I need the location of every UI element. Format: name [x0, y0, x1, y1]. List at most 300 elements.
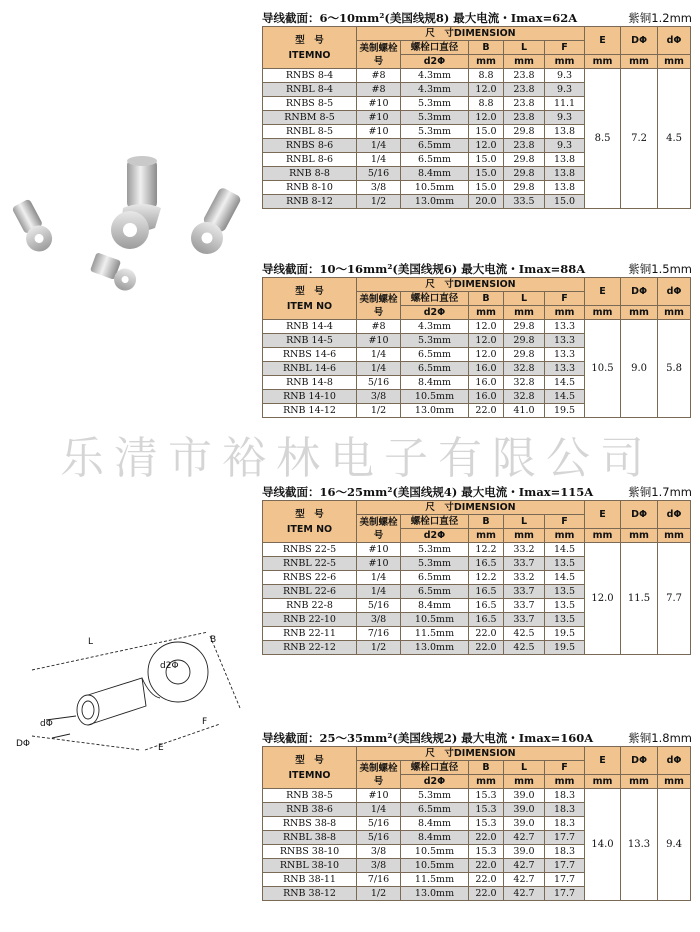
cell-screw: 1/4 [357, 153, 401, 167]
cell-l: 39.0 [504, 789, 545, 803]
cell-l: 33.7 [504, 613, 545, 627]
cell-b: 22.0 [469, 873, 504, 887]
cell-l: 29.8 [504, 320, 545, 334]
col-header-l: L [504, 292, 545, 306]
cell-model: RNBL 8-6 [263, 153, 357, 167]
barrel-end [77, 695, 99, 725]
dimension-header: 尺 寸DIMENSION [357, 27, 585, 41]
cell-screw: 5/16 [357, 817, 401, 831]
cell-bolt: 11.5mm [401, 627, 469, 641]
cell-l: 23.8 [504, 139, 545, 153]
table-row [263, 320, 691, 334]
cell-b: 12.0 [469, 83, 504, 97]
cell-f: 18.3 [545, 789, 585, 803]
section-header [262, 259, 694, 277]
cell-l: 33.7 [504, 585, 545, 599]
section-header [262, 8, 694, 26]
col-header-f: F [545, 761, 585, 775]
cell-bolt: 8.4mm [401, 376, 469, 390]
col-header-f: F [545, 292, 585, 306]
col-header-l: L [504, 41, 545, 55]
cell-f: 9.3 [545, 83, 585, 97]
unit-mm: mm [545, 306, 585, 320]
terminal-small-left [9, 197, 57, 256]
table-header-row [263, 278, 691, 292]
cell-f: 19.5 [545, 627, 585, 641]
model-header-en: ITEMNO [288, 769, 331, 781]
cell-b: 12.0 [469, 111, 504, 125]
cell-l: 33.7 [504, 557, 545, 571]
cell-screw: 1/4 [357, 139, 401, 153]
cell-bolt: 10.5mm [401, 859, 469, 873]
bolt-dia-header: 螺栓口直径 [401, 515, 469, 529]
cell-bolt: 5.3mm [401, 557, 469, 571]
model-header-en: ITEMNO [288, 49, 331, 61]
cell-b: 15.0 [469, 153, 504, 167]
cell-b: 15.3 [469, 817, 504, 831]
cell-f: 17.7 [545, 831, 585, 845]
dimension-header: 尺 寸DIMENSION [357, 747, 585, 761]
cell-f: 13.3 [545, 362, 585, 376]
cell-f: 11.1 [545, 97, 585, 111]
cell-model: RNBS 8-4 [263, 69, 357, 83]
copper-thickness: 紫铜1.8mm [628, 731, 692, 745]
cell-bolt: 10.5mm [401, 613, 469, 627]
cell-b: 22.0 [469, 859, 504, 873]
cell-d-value: 7.2 [621, 69, 658, 209]
cell-model: RNB 38-6 [263, 803, 357, 817]
cell-f: 17.7 [545, 873, 585, 887]
bolt-dia-header: 螺栓口直径 [401, 41, 469, 55]
cell-bolt: 6.5mm [401, 585, 469, 599]
cell-screw: 1/2 [357, 887, 401, 901]
unit-mm: mm [504, 55, 545, 69]
copper-thickness: 紫铜1.7mm [628, 485, 692, 499]
cell-l: 42.5 [504, 641, 545, 655]
cell-d-value: 7.7 [658, 543, 691, 655]
cell-bolt: 6.5mm [401, 571, 469, 585]
cell-screw: #10 [357, 789, 401, 803]
cell-screw: 1/4 [357, 585, 401, 599]
unit-mm: mm [658, 55, 691, 69]
cell-model: RNBL 38-8 [263, 831, 357, 845]
unit-mm: mm [621, 55, 658, 69]
terminal-right [185, 185, 245, 260]
model-header [263, 278, 357, 320]
cell-bolt: 4.3mm [401, 69, 469, 83]
cell-model: RNBS 14-6 [263, 348, 357, 362]
unit-mm: mm [621, 529, 658, 543]
cell-bolt: 10.5mm [401, 390, 469, 404]
cell-b: 16.0 [469, 390, 504, 404]
cell-bolt: 6.5mm [401, 803, 469, 817]
cell-bolt: 13.0mm [401, 195, 469, 209]
cell-screw: #8 [357, 320, 401, 334]
cell-bolt: 10.5mm [401, 845, 469, 859]
terminal-large-center [111, 156, 161, 249]
bolt-dia-header: 螺栓口直径 [401, 292, 469, 306]
cell-f: 13.5 [545, 613, 585, 627]
cell-model: RNBM 8-5 [263, 111, 357, 125]
cell-f: 9.3 [545, 111, 585, 125]
model-header [263, 747, 357, 789]
cell-b: 22.0 [469, 831, 504, 845]
label-F: F [202, 717, 208, 727]
cell-screw: 1/4 [357, 348, 401, 362]
cell-b: 15.3 [469, 845, 504, 859]
cell-model: RNB 38-5 [263, 789, 357, 803]
screw-size-header: 美制螺栓号 [357, 761, 401, 789]
table-header-row [263, 747, 691, 761]
cell-model: RNB 22-11 [263, 627, 357, 641]
cell-screw: 1/4 [357, 803, 401, 817]
cell-l: 29.8 [504, 153, 545, 167]
cell-model: RNB 38-11 [263, 873, 357, 887]
cell-bolt: 4.3mm [401, 83, 469, 97]
col-header-d-inner: dΦ [658, 27, 691, 55]
col-header-b: B [469, 292, 504, 306]
cell-f: 17.7 [545, 859, 585, 873]
unit-mm: mm [585, 529, 621, 543]
cell-model: RNB 8-8 [263, 167, 357, 181]
cell-f: 18.3 [545, 803, 585, 817]
cell-f: 13.8 [545, 125, 585, 139]
cell-f: 19.5 [545, 404, 585, 418]
model-header [263, 501, 357, 543]
unit-mm: mm [504, 306, 545, 320]
cell-bolt: 5.3mm [401, 111, 469, 125]
cell-f: 13.5 [545, 599, 585, 613]
ring [148, 642, 208, 702]
cell-l: 42.5 [504, 627, 545, 641]
d2-header: d2Φ [401, 306, 469, 320]
cell-b: 15.3 [469, 803, 504, 817]
watermark: 乐清市裕林电子有限公司 [60, 433, 654, 484]
unit-mm: mm [658, 306, 691, 320]
cell-bolt: 8.4mm [401, 167, 469, 181]
cell-b: 16.5 [469, 585, 504, 599]
cell-b: 22.0 [469, 887, 504, 901]
unit-mm: mm [469, 306, 504, 320]
dimension-drawing [10, 618, 255, 768]
cell-screw: 1/2 [357, 195, 401, 209]
cell-l: 41.0 [504, 404, 545, 418]
table-row [263, 543, 691, 557]
spec-table [262, 746, 691, 901]
table-header-row [263, 27, 691, 41]
cell-b: 16.5 [469, 599, 504, 613]
model-header [263, 27, 357, 69]
cell-model: RNBL 8-5 [263, 125, 357, 139]
label-E: E [158, 743, 164, 753]
col-header-l: L [504, 761, 545, 775]
cell-model: RNB 14-12 [263, 404, 357, 418]
cell-e-value: 12.0 [585, 543, 621, 655]
cell-model: RNB 22-12 [263, 641, 357, 655]
col-header-e: E [585, 501, 621, 529]
cell-bolt: 4.3mm [401, 320, 469, 334]
cell-b: 12.0 [469, 334, 504, 348]
cell-screw: #10 [357, 125, 401, 139]
cell-model: RNBS 38-10 [263, 845, 357, 859]
cell-screw: 3/8 [357, 859, 401, 873]
unit-mm: mm [658, 775, 691, 789]
cell-screw: #10 [357, 557, 401, 571]
cell-bolt: 5.3mm [401, 334, 469, 348]
cell-model: RNBL 14-6 [263, 362, 357, 376]
cell-l: 29.8 [504, 181, 545, 195]
cell-f: 14.5 [545, 376, 585, 390]
cell-l: 29.8 [504, 125, 545, 139]
cell-b: 16.5 [469, 557, 504, 571]
cell-f: 9.3 [545, 139, 585, 153]
col-header-d-outer: DΦ [621, 747, 658, 775]
cell-bolt: 13.0mm [401, 887, 469, 901]
cell-model: RNBS 38-8 [263, 817, 357, 831]
spec-section-3 [262, 482, 694, 655]
cell-bolt: 6.5mm [401, 348, 469, 362]
model-header-en: ITEM NO [286, 523, 333, 535]
cell-b: 12.0 [469, 320, 504, 334]
table-row [263, 789, 691, 803]
cell-screw: #10 [357, 543, 401, 557]
unit-mm: mm [469, 775, 504, 789]
cell-b: 22.0 [469, 641, 504, 655]
cell-bolt: 8.4mm [401, 817, 469, 831]
cell-model: RNBS 22-5 [263, 543, 357, 557]
spec-table [262, 277, 691, 418]
section-header [262, 482, 694, 500]
unit-mm: mm [585, 306, 621, 320]
cell-f: 14.5 [545, 390, 585, 404]
cell-b: 16.5 [469, 613, 504, 627]
model-header-en: ITEM NO [286, 300, 333, 312]
cell-f: 17.7 [545, 887, 585, 901]
cell-model: RNBL 38-10 [263, 859, 357, 873]
cell-screw: 3/8 [357, 845, 401, 859]
cell-d-value: 11.5 [621, 543, 658, 655]
col-header-f: F [545, 41, 585, 55]
section-header [262, 728, 694, 746]
cell-l: 23.8 [504, 111, 545, 125]
cell-screw: #10 [357, 111, 401, 125]
col-header-b: B [469, 515, 504, 529]
col-header-e: E [585, 278, 621, 306]
col-header-d-outer: DΦ [621, 501, 658, 529]
cell-b: 15.3 [469, 789, 504, 803]
cell-model: RNBS 8-6 [263, 139, 357, 153]
cell-d-value: 9.4 [658, 789, 691, 901]
cell-d-value: 5.8 [658, 320, 691, 418]
cell-f: 18.3 [545, 817, 585, 831]
cell-l: 33.2 [504, 543, 545, 557]
spec-table [262, 26, 691, 209]
cell-model: RNB 14-5 [263, 334, 357, 348]
cell-bolt: 5.3mm [401, 543, 469, 557]
col-header-f: F [545, 515, 585, 529]
screw-size-header: 美制螺栓号 [357, 292, 401, 320]
cell-bolt: 5.3mm [401, 789, 469, 803]
cell-l: 42.7 [504, 831, 545, 845]
cell-f: 18.3 [545, 845, 585, 859]
cell-l: 42.7 [504, 887, 545, 901]
label-L: L [88, 637, 94, 647]
cell-model: RNB 22-8 [263, 599, 357, 613]
d2-header: d2Φ [401, 55, 469, 69]
col-header-b: B [469, 41, 504, 55]
cell-l: 29.8 [504, 334, 545, 348]
unit-mm: mm [658, 529, 691, 543]
unit-mm: mm [545, 529, 585, 543]
cell-f: 13.8 [545, 153, 585, 167]
cell-screw: 1/4 [357, 362, 401, 376]
cell-d-value: 4.5 [658, 69, 691, 209]
spec-table [262, 500, 691, 655]
cell-d-value: 9.0 [621, 320, 658, 418]
col-header-e: E [585, 747, 621, 775]
cell-b: 22.0 [469, 404, 504, 418]
unit-mm: mm [585, 775, 621, 789]
cell-l: 33.5 [504, 195, 545, 209]
cell-model: RNB 14-10 [263, 390, 357, 404]
cell-b: 8.8 [469, 97, 504, 111]
cell-f: 9.3 [545, 69, 585, 83]
cell-l: 32.8 [504, 362, 545, 376]
unit-mm: mm [621, 775, 658, 789]
cell-b: 16.0 [469, 376, 504, 390]
cell-l: 29.8 [504, 167, 545, 181]
col-header-d-inner: dΦ [658, 278, 691, 306]
cell-d-value: 13.3 [621, 789, 658, 901]
cell-model: RNB 8-10 [263, 181, 357, 195]
cell-f: 14.5 [545, 543, 585, 557]
dimension-header: 尺 寸DIMENSION [357, 501, 585, 515]
cell-b: 12.2 [469, 543, 504, 557]
cell-screw: #8 [357, 69, 401, 83]
terminal-small-bottom [87, 252, 140, 293]
cell-f: 15.0 [545, 195, 585, 209]
cell-l: 23.8 [504, 97, 545, 111]
cell-bolt: 11.5mm [401, 873, 469, 887]
cell-f: 13.3 [545, 320, 585, 334]
cell-screw: 1/4 [357, 571, 401, 585]
cell-model: RNB 38-12 [263, 887, 357, 901]
cell-screw: #8 [357, 83, 401, 97]
cell-l: 33.2 [504, 571, 545, 585]
cell-l: 42.7 [504, 859, 545, 873]
col-header-d-inner: dΦ [658, 501, 691, 529]
label-d: dΦ [40, 719, 53, 729]
col-header-d-outer: DΦ [621, 278, 658, 306]
cell-l: 39.0 [504, 817, 545, 831]
cell-e-value: 10.5 [585, 320, 621, 418]
cell-screw: 1/2 [357, 404, 401, 418]
cell-model: RNBL 8-4 [263, 83, 357, 97]
model-header-cn: 型 号 [295, 754, 324, 766]
cell-bolt: 5.3mm [401, 97, 469, 111]
cell-l: 39.0 [504, 845, 545, 859]
cell-l: 32.8 [504, 376, 545, 390]
col-header-l: L [504, 515, 545, 529]
cell-b: 12.0 [469, 139, 504, 153]
cell-bolt: 13.0mm [401, 404, 469, 418]
cell-model: RNBL 22-5 [263, 557, 357, 571]
copper-thickness: 紫铜1.5mm [628, 262, 692, 276]
cell-l: 33.7 [504, 599, 545, 613]
cell-bolt: 10.5mm [401, 181, 469, 195]
cell-l: 32.8 [504, 390, 545, 404]
unit-mm: mm [469, 529, 504, 543]
cell-screw: 5/16 [357, 831, 401, 845]
cell-f: 13.3 [545, 334, 585, 348]
model-header-cn: 型 号 [295, 508, 324, 520]
spec-section-1 [262, 8, 694, 209]
product-photo [5, 148, 250, 298]
spec-section-2 [262, 259, 694, 418]
section-title: 导线截面：6～10mm²(美国线规8) 最大电流・Imax=62A [262, 11, 578, 25]
unit-mm: mm [621, 306, 658, 320]
bolt-dia-header: 螺栓口直径 [401, 761, 469, 775]
cell-screw: 3/8 [357, 181, 401, 195]
cell-l: 29.8 [504, 348, 545, 362]
cell-f: 13.3 [545, 348, 585, 362]
unit-mm: mm [504, 529, 545, 543]
col-header-d-inner: dΦ [658, 747, 691, 775]
copper-thickness: 紫铜1.2mm [628, 11, 692, 25]
unit-mm: mm [504, 775, 545, 789]
cell-l: 23.8 [504, 83, 545, 97]
cell-bolt: 8.4mm [401, 599, 469, 613]
section-title: 导线截面：10～16mm²(美国线规6) 最大电流・Imax=88A [262, 262, 586, 276]
cell-screw: 3/8 [357, 390, 401, 404]
cell-l: 42.7 [504, 873, 545, 887]
section-title: 导线截面：25～35mm²(美国线规2) 最大电流・Imax=160A [262, 731, 594, 745]
cell-model: RNBL 22-6 [263, 585, 357, 599]
cell-e-value: 14.0 [585, 789, 621, 901]
d2-header: d2Φ [401, 529, 469, 543]
table-header-row [263, 501, 691, 515]
cell-bolt: 13.0mm [401, 641, 469, 655]
cell-f: 19.5 [545, 641, 585, 655]
cell-b: 8.8 [469, 69, 504, 83]
unit-mm: mm [545, 775, 585, 789]
dimension-header: 尺 寸DIMENSION [357, 278, 585, 292]
cell-bolt: 6.5mm [401, 362, 469, 376]
cell-e-value: 8.5 [585, 69, 621, 209]
cell-b: 12.2 [469, 571, 504, 585]
cell-bolt: 5.3mm [401, 125, 469, 139]
cell-screw: 3/8 [357, 613, 401, 627]
label-D: DΦ [16, 739, 31, 749]
col-header-d-outer: DΦ [621, 27, 658, 55]
model-header-cn: 型 号 [295, 34, 324, 46]
table-row [263, 69, 691, 83]
cell-screw: #10 [357, 334, 401, 348]
cell-bolt: 6.5mm [401, 139, 469, 153]
label-d2: d2Φ [160, 661, 179, 671]
cell-screw: 7/16 [357, 873, 401, 887]
cell-model: RNBS 8-5 [263, 97, 357, 111]
cell-f: 13.5 [545, 557, 585, 571]
screw-size-header: 美制螺栓号 [357, 515, 401, 543]
cell-b: 15.0 [469, 125, 504, 139]
label-B: B [210, 635, 217, 645]
cell-screw: 5/16 [357, 376, 401, 390]
cell-bolt: 6.5mm [401, 153, 469, 167]
cell-model: RNB 14-8 [263, 376, 357, 390]
cell-b: 15.0 [469, 167, 504, 181]
col-header-e: E [585, 27, 621, 55]
